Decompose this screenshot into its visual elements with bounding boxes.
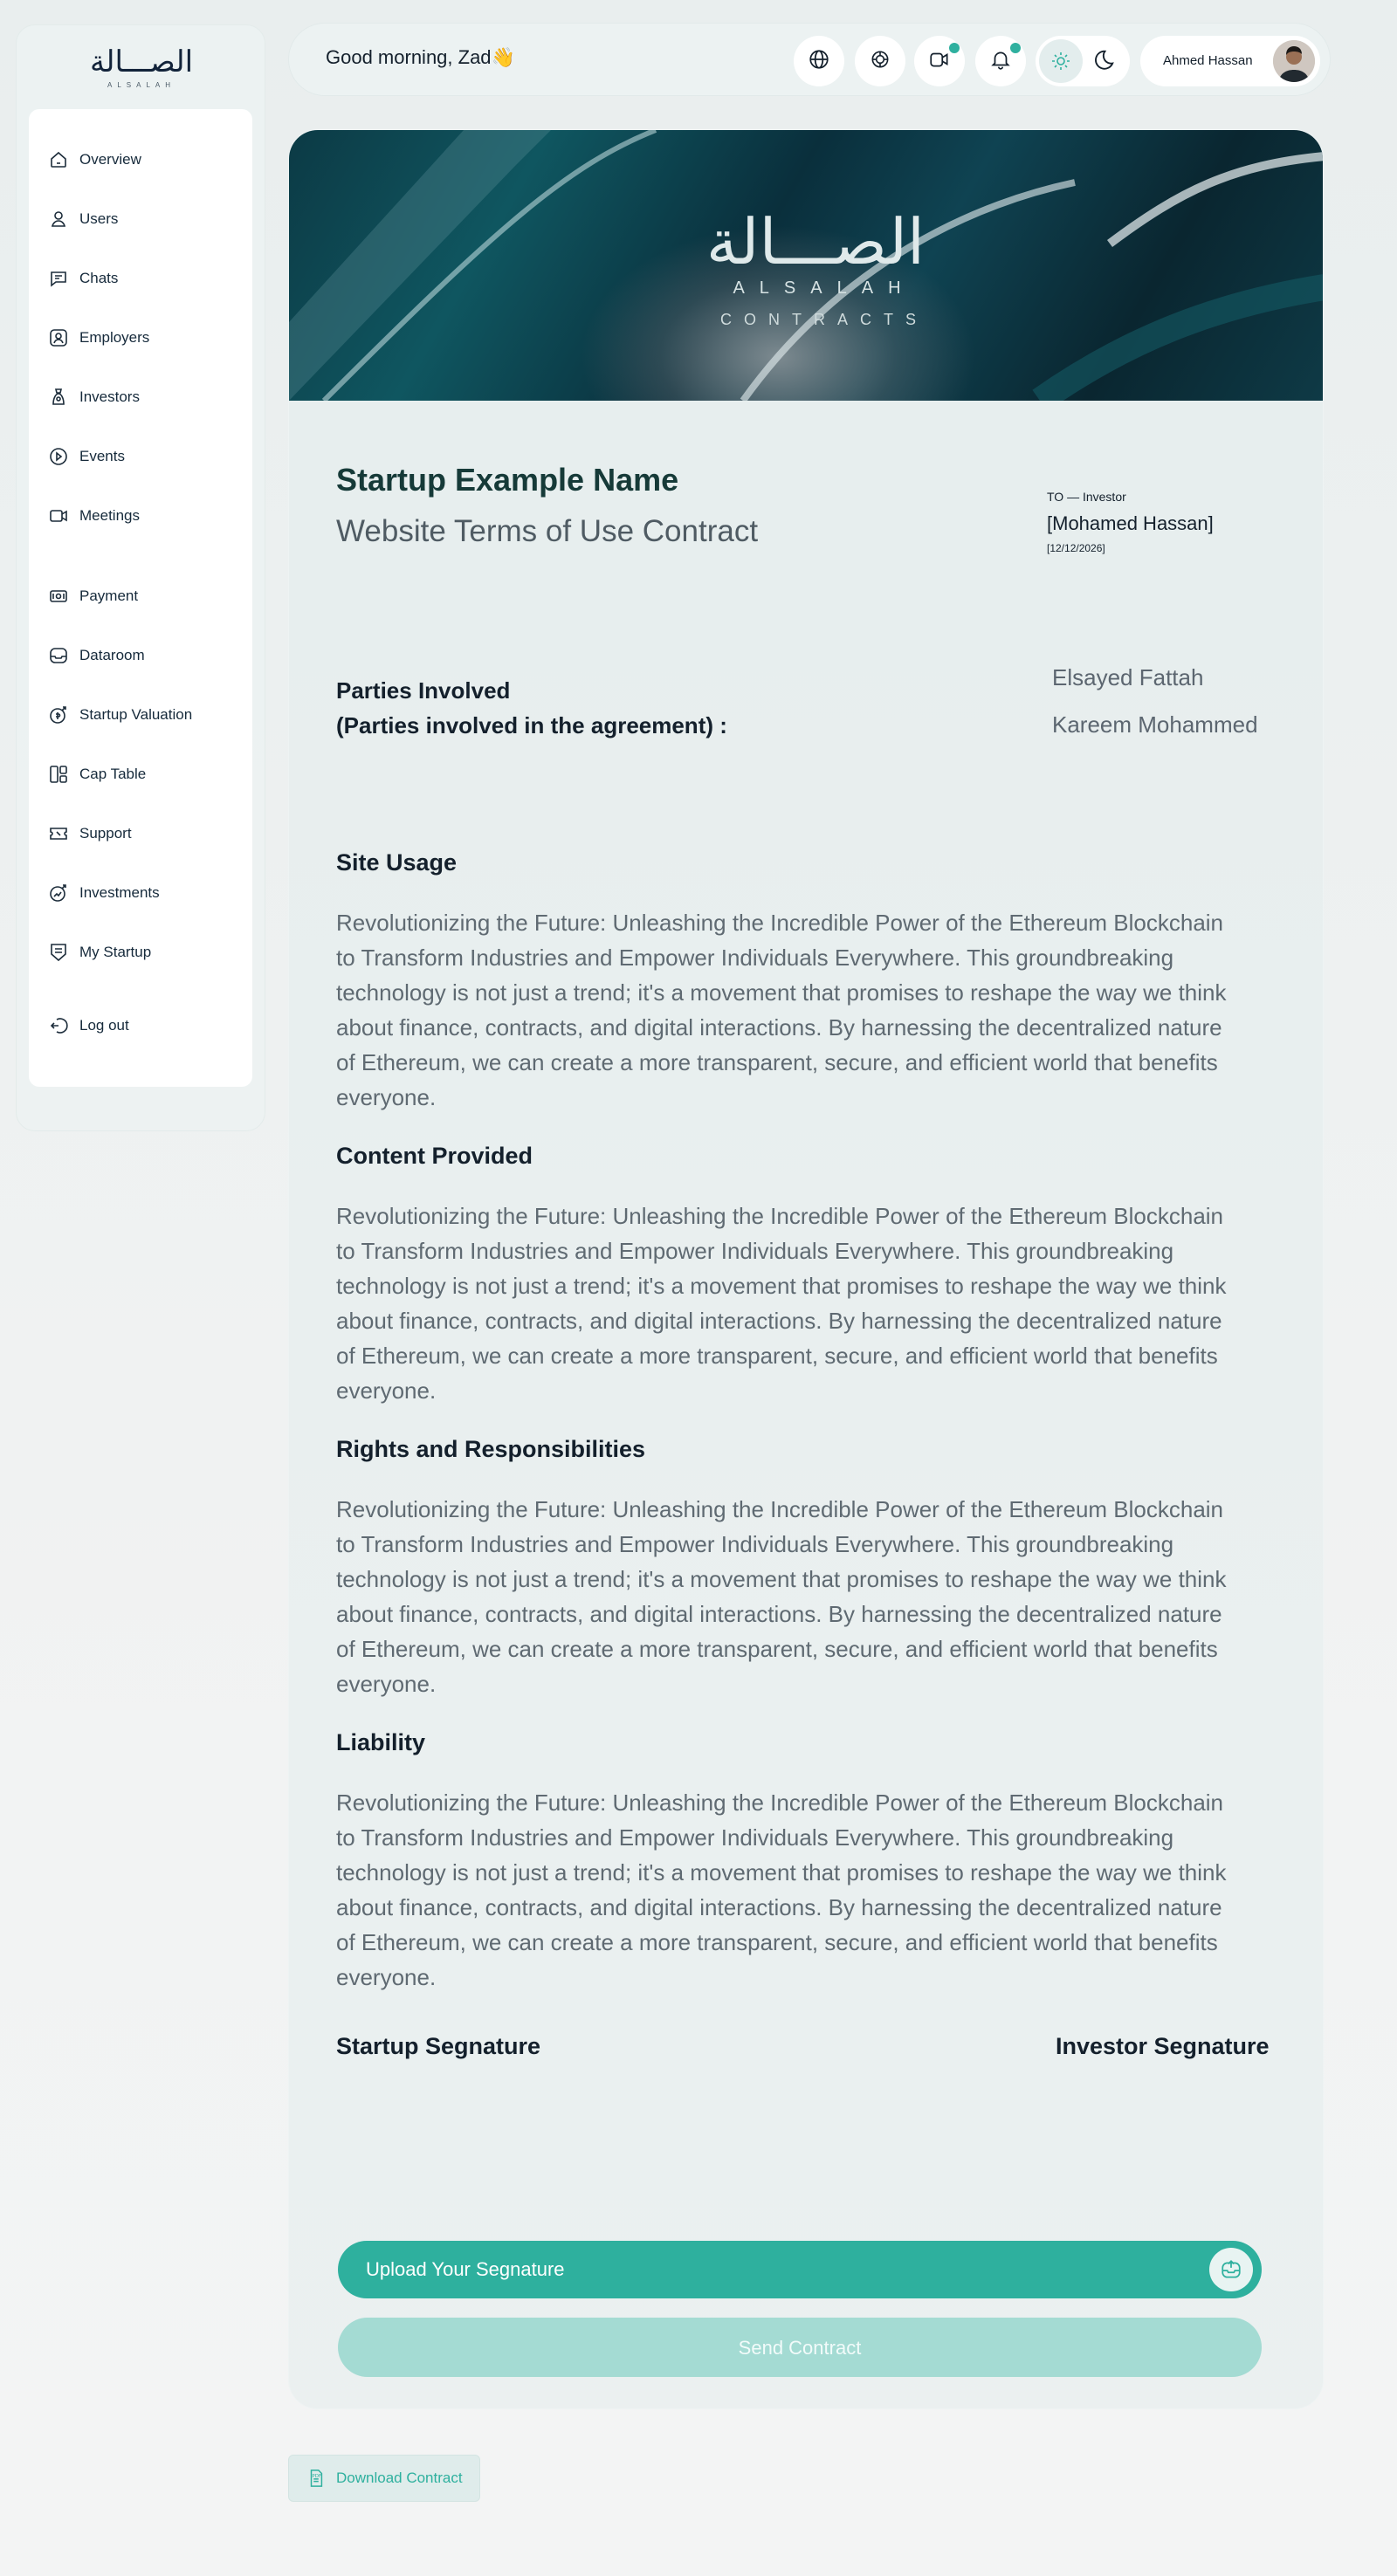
sidebar-item-events[interactable]: [46, 439, 238, 474]
party-name: Elsayed Fattah: [1052, 664, 1204, 690]
section-title: Site Usage: [336, 849, 458, 876]
support-icon: [46, 821, 71, 846]
events-icon: [46, 444, 71, 469]
sun-icon[interactable]: [1039, 39, 1083, 83]
party-name: Kareem Mohammed: [1052, 711, 1258, 738]
sidebar-item-startup-valuation[interactable]: [46, 697, 238, 732]
sidebar-item-label: Chats: [79, 270, 119, 286]
contract-title: Website Terms of Use Contract: [336, 514, 759, 548]
upload-signature-label: Upload Your Segnature: [366, 2258, 565, 2280]
sidebar-item-label: Events: [79, 448, 125, 464]
user-name: Ahmed Hassan: [1163, 53, 1253, 68]
sidebar-item-meetings[interactable]: [46, 498, 238, 533]
dataroom-icon: [46, 643, 71, 668]
ai-assistant-button[interactable]: [855, 36, 905, 86]
sidebar-item-label: Meetings: [79, 507, 140, 524]
user-icon: [46, 207, 71, 231]
sidebar-item-label: Startup Valuation: [79, 706, 193, 723]
sidebar-item-label: My Startup: [79, 944, 152, 960]
send-contract-button[interactable]: [338, 2318, 1262, 2377]
sidebar-item-investments[interactable]: [46, 876, 238, 910]
cap-table-icon: [46, 762, 71, 787]
investments-icon: [46, 881, 71, 905]
language-button[interactable]: [794, 36, 844, 86]
payment-icon: [46, 584, 71, 608]
logo-english: ALSALAH: [107, 81, 176, 89]
upload-icon: [1209, 2248, 1253, 2291]
logout-icon: [46, 1013, 71, 1038]
logo-arabic: الصـــالة: [89, 45, 194, 79]
sidebar-item-label: Investments: [79, 884, 160, 901]
section-body: Revolutionizing the Future: Unleashing the Incredible Power of the Ethereum Blockchain to Transform Industries and Empower Individuals Everywhere. This groundbreaking technology is not just a trend; it's a movement that promises to reshape the way we think about finance, contracts, and digital interactions. By harnessing the decentralized nature of Ethereum, we can create a more transparent, secure, and efficient world that benefits everyone.: [336, 1789, 1227, 1990]
logout-label: Log out: [79, 1017, 129, 1034]
sidebar-logo[interactable]: [17, 45, 266, 89]
avatar[interactable]: [1273, 40, 1315, 82]
section-title: Rights and Responsibilities: [336, 1436, 646, 1462]
banner-logo-english: ALSALAH: [733, 278, 916, 298]
sidebar-nav: [29, 109, 252, 1087]
sidebar-item-my-startup[interactable]: [46, 935, 238, 970]
sidebar-item-payment[interactable]: [46, 579, 238, 614]
user-menu[interactable]: [1140, 36, 1320, 86]
video-call-icon: [928, 48, 951, 75]
sidebar: [16, 24, 265, 1131]
svg-text:PDF: PDF: [312, 2474, 322, 2480]
investor-icon: [46, 385, 71, 409]
download-contract-label: Download Contract: [336, 2470, 463, 2486]
my-startup-icon: [46, 940, 71, 965]
sidebar-item-cap-table[interactable]: [46, 757, 238, 792]
notification-dot: [949, 43, 960, 53]
sidebar-item-dataroom[interactable]: [46, 638, 238, 673]
sidebar-item-label: Support: [79, 825, 132, 841]
section-title: Liability: [336, 1729, 426, 1755]
section-body: Revolutionizing the Future: Unleashing the Incredible Power of the Ethereum Blockchain to Transform Industries and Empower Individuals Everywhere. This groundbreaking technology is not just a trend; it's a movement that promises to reshape the way we think about finance, contracts, and digital interactions. By harnessing the decentralized nature of Ethereum, we can create a more transparent, secure, and efficient world that benefits everyone.: [336, 910, 1227, 1110]
sidebar-item-users[interactable]: [46, 202, 238, 237]
meetings-icon: [46, 504, 71, 528]
banner-subtitle: CONTRACTS: [720, 311, 928, 328]
employer-icon: [46, 326, 71, 350]
video-call-button[interactable]: [914, 36, 965, 86]
home-icon: [46, 148, 71, 172]
sidebar-item-label: Employers: [79, 329, 150, 346]
sidebar-item-label: Payment: [79, 587, 139, 604]
greeting-text: Good morning, Zad👋: [326, 46, 515, 68]
contract-date: [12/12/2026]: [1047, 542, 1105, 554]
sidebar-item-label: Cap Table: [79, 766, 147, 782]
investor-signature-label: Investor Segnature: [1056, 2033, 1270, 2059]
notification-dot: [1010, 43, 1021, 53]
theme-toggle[interactable]: [1036, 36, 1130, 86]
valuation-icon: [46, 703, 71, 727]
pdf-icon: [306, 2469, 326, 2488]
recipient-name: [Mohamed Hassan]: [1047, 512, 1214, 534]
sidebar-item-overview[interactable]: [46, 142, 238, 177]
sidebar-item-label: Users: [79, 210, 119, 227]
ai-icon: [869, 48, 891, 75]
parties-heading-line-1: Parties Involved: [336, 677, 511, 704]
section-body: Revolutionizing the Future: Unleashing the Incredible Power of the Ethereum Blockchain to Transform Industries and Empower Individuals Everywhere. This groundbreaking technology is not just a trend; it's a movement that promises to reshape the way we think about finance, contracts, and digital interactions. By harnessing the decentralized nature of Ethereum, we can create a more transparent, secure, and efficient world that benefits everyone.: [336, 1203, 1227, 1404]
sidebar-item-support[interactable]: [46, 816, 238, 851]
section-title: Content Provided: [336, 1143, 533, 1169]
contract-card: [288, 129, 1324, 2409]
download-contract-button[interactable]: [288, 2455, 480, 2502]
notification-icon: [989, 48, 1012, 75]
sidebar-item-label: Investors: [79, 388, 140, 405]
banner-logo-arabic: الصـــالة: [705, 205, 926, 278]
section-body: Revolutionizing the Future: Unleashing the Incredible Power of the Ethereum Blockchain to Transform Industries and Empower Individuals Everywhere. This groundbreaking technology is not just a trend; it's a movement that promises to reshape the way we think about finance, contracts, and digital interactions. By harnessing the decentralized nature of Ethereum, we can create a more transparent, secure, and efficient world that benefits everyone.: [336, 1496, 1227, 1697]
globe-icon: [808, 48, 830, 75]
moon-icon[interactable]: [1090, 48, 1116, 74]
parties-heading: [336, 673, 727, 743]
notifications-button[interactable]: [975, 36, 1026, 86]
send-contract-label: Send Contract: [738, 2337, 862, 2359]
upload-signature-button[interactable]: [338, 2241, 1262, 2298]
startup-name: Startup Example Name: [336, 462, 679, 498]
sidebar-item-investors[interactable]: [46, 380, 238, 415]
chat-icon: [46, 266, 71, 291]
sidebar-item-chats[interactable]: [46, 261, 238, 296]
sidebar-item-label: Overview: [79, 151, 141, 168]
parties-heading-line-2: (Parties involved in the agreement) :: [336, 712, 727, 738]
banner-logo: [289, 207, 1324, 329]
sidebar-item-label: Dataroom: [79, 647, 145, 663]
logout-button[interactable]: [46, 1008, 238, 1043]
top-bar: [288, 23, 1331, 96]
startup-signature-label: Startup Segnature: [336, 2033, 541, 2059]
sidebar-item-employers[interactable]: [46, 320, 238, 355]
contract-banner: [289, 130, 1324, 401]
recipient-label: TO — Investor: [1047, 490, 1126, 504]
